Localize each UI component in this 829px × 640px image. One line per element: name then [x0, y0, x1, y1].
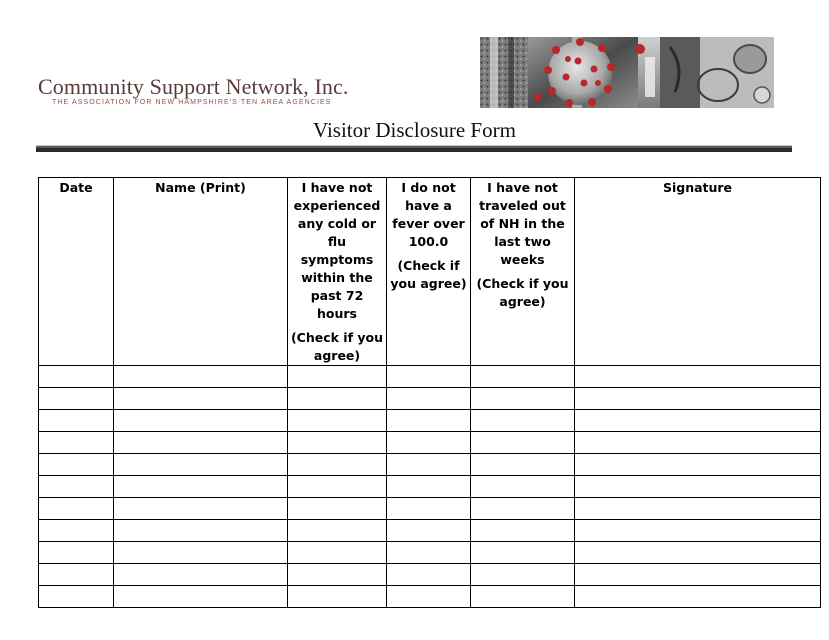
date-cell[interactable]: [39, 586, 114, 608]
visitor-log-body: [39, 366, 821, 608]
column-header-no-fever: I do not have a fever over 100.0 (Check if you agree): [387, 178, 471, 366]
date-cell[interactable]: [39, 476, 114, 498]
column-header-no-travel: I have not traveled out of NH in the last two weeks (Check if you agree): [471, 178, 575, 366]
signature-cell[interactable]: [575, 586, 821, 608]
symptoms-check-cell[interactable]: [288, 366, 387, 388]
signature-cell[interactable]: [575, 366, 821, 388]
fever-check-cell[interactable]: [387, 564, 471, 586]
travel-check-cell[interactable]: [471, 388, 575, 410]
date-cell[interactable]: [39, 564, 114, 586]
table-row: [39, 586, 821, 608]
column-header-name: Name (Print): [114, 178, 288, 366]
visitor-log-table: [38, 177, 821, 608]
signature-cell[interactable]: [575, 454, 821, 476]
name-cell[interactable]: [114, 476, 288, 498]
fever-check-cell[interactable]: [387, 432, 471, 454]
name-cell[interactable]: [114, 498, 288, 520]
column-header-no-symptoms: I have not experienced any cold or flu symptoms within the past 72 hours (Check if you agree): [288, 178, 387, 366]
fever-check-cell[interactable]: [387, 410, 471, 432]
symptoms-check-cell[interactable]: [288, 498, 387, 520]
signature-cell[interactable]: [575, 564, 821, 586]
signature-cell[interactable]: [575, 542, 821, 564]
signature-cell[interactable]: [575, 388, 821, 410]
fever-check-cell[interactable]: [387, 586, 471, 608]
column-header-signature: Signature: [575, 178, 821, 366]
symptoms-check-cell[interactable]: [288, 564, 387, 586]
fever-check-cell[interactable]: [387, 366, 471, 388]
name-cell[interactable]: [114, 564, 288, 586]
travel-check-cell[interactable]: [471, 454, 575, 476]
fever-check-cell[interactable]: [387, 454, 471, 476]
date-cell[interactable]: [39, 542, 114, 564]
fever-check-cell[interactable]: [387, 520, 471, 542]
travel-check-cell[interactable]: [471, 520, 575, 542]
travel-check-cell[interactable]: [471, 476, 575, 498]
signature-cell[interactable]: [575, 498, 821, 520]
travel-check-cell[interactable]: [471, 432, 575, 454]
travel-check-cell[interactable]: [471, 542, 575, 564]
table-row: [39, 498, 821, 520]
fever-check-cell[interactable]: [387, 388, 471, 410]
table-row: [39, 564, 821, 586]
travel-check-cell[interactable]: [471, 564, 575, 586]
name-cell[interactable]: [114, 520, 288, 542]
date-cell[interactable]: [39, 520, 114, 542]
symptoms-check-cell[interactable]: [288, 432, 387, 454]
travel-check-cell[interactable]: [471, 586, 575, 608]
name-cell[interactable]: [114, 542, 288, 564]
travel-check-cell[interactable]: [471, 366, 575, 388]
table-row: [39, 432, 821, 454]
fever-check-cell[interactable]: [387, 542, 471, 564]
organization-name: Community Support Network, Inc.: [38, 74, 349, 99]
name-cell[interactable]: [114, 586, 288, 608]
fever-check-cell[interactable]: [387, 476, 471, 498]
date-cell[interactable]: [39, 410, 114, 432]
table-row: [39, 454, 821, 476]
table-row: [39, 542, 821, 564]
symptoms-check-cell[interactable]: [288, 542, 387, 564]
date-cell[interactable]: [39, 432, 114, 454]
fever-check-cell[interactable]: [387, 498, 471, 520]
name-cell[interactable]: [114, 454, 288, 476]
form-title: Visitor Disclosure Form: [313, 118, 516, 142]
organization-tagline: THE ASSOCIATION FOR NEW HAMPSHIRE'S TEN AREA AGENCIES: [52, 99, 332, 106]
table-row: [39, 476, 821, 498]
date-cell[interactable]: [39, 454, 114, 476]
signature-cell[interactable]: [575, 476, 821, 498]
symptoms-check-cell[interactable]: [288, 476, 387, 498]
travel-check-cell[interactable]: [471, 498, 575, 520]
name-cell[interactable]: [114, 388, 288, 410]
coronavirus-banner-image: [480, 37, 774, 108]
table-row: [39, 520, 821, 542]
name-cell[interactable]: [114, 410, 288, 432]
symptoms-check-cell[interactable]: [288, 410, 387, 432]
signature-cell[interactable]: [575, 410, 821, 432]
table-row: [39, 366, 821, 388]
column-header-date: Date: [39, 178, 114, 366]
symptoms-check-cell[interactable]: [288, 454, 387, 476]
signature-cell[interactable]: [575, 432, 821, 454]
name-cell[interactable]: [114, 366, 288, 388]
symptoms-check-cell[interactable]: [288, 586, 387, 608]
date-cell[interactable]: [39, 498, 114, 520]
title-divider: [36, 145, 792, 152]
date-cell[interactable]: [39, 366, 114, 388]
symptoms-check-cell[interactable]: [288, 388, 387, 410]
table-row: [39, 410, 821, 432]
travel-check-cell[interactable]: [471, 410, 575, 432]
signature-cell[interactable]: [575, 520, 821, 542]
date-cell[interactable]: [39, 388, 114, 410]
table-row: [39, 388, 821, 410]
symptoms-check-cell[interactable]: [288, 520, 387, 542]
name-cell[interactable]: [114, 432, 288, 454]
table-header-row: [39, 178, 821, 366]
